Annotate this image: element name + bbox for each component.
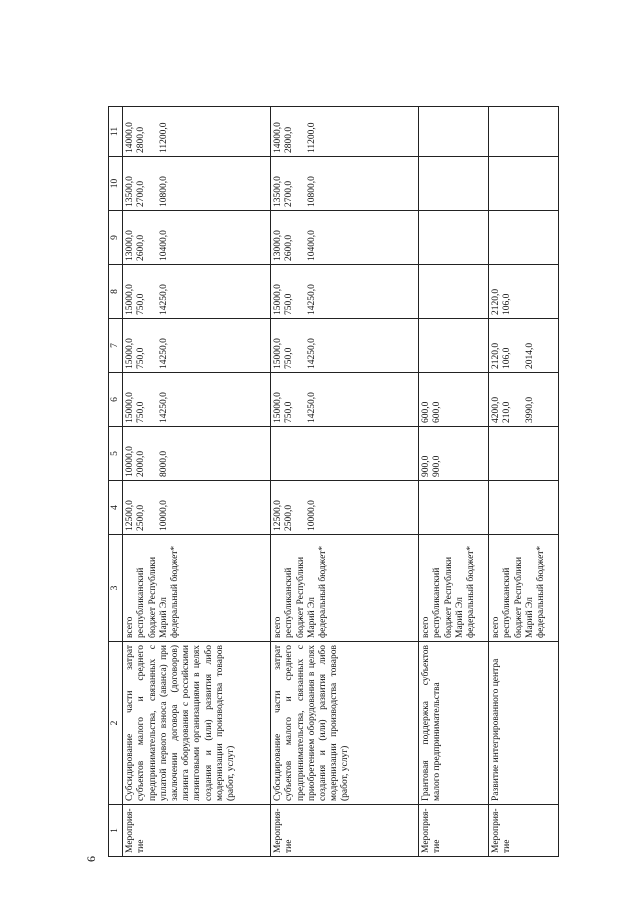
- value: 13500,0: [125, 176, 136, 207]
- funding-source-label: всего: [421, 616, 432, 638]
- value: [524, 110, 535, 153]
- value: [491, 160, 502, 207]
- column-header: 1: [109, 805, 123, 857]
- value-cell: [419, 373, 489, 427]
- value: 3990,0: [524, 396, 535, 423]
- value: [454, 110, 465, 153]
- value: [443, 484, 454, 531]
- value: [491, 430, 502, 477]
- value: 750,0: [136, 293, 147, 315]
- value: [455, 376, 466, 423]
- value-cell: [419, 319, 489, 373]
- value: 10800,0: [306, 176, 317, 207]
- value: 8000,0: [158, 450, 169, 477]
- value-cell: [419, 427, 489, 481]
- value: [148, 160, 159, 207]
- value: 750,0: [136, 401, 147, 423]
- value: 15000,0: [125, 338, 136, 369]
- value: [148, 430, 159, 477]
- value-cell: [123, 373, 271, 427]
- column-header: 10: [109, 157, 123, 211]
- value: [273, 430, 284, 477]
- value-cell: [489, 265, 559, 319]
- value-cell: [271, 107, 419, 157]
- value: 2000,0: [136, 450, 147, 477]
- row-type-cell: Мероприя- тие: [271, 805, 419, 857]
- value: [148, 268, 159, 315]
- row-type-cell: Мероприя- тие: [419, 805, 489, 857]
- value: [491, 110, 502, 153]
- value: [524, 484, 535, 531]
- funding-source-label: республиканский бюджет Республики Марий Эл: [136, 556, 169, 638]
- value-cell: [489, 211, 559, 265]
- value: [432, 214, 443, 261]
- value: [421, 322, 432, 369]
- funding-source-label: всего: [273, 616, 284, 638]
- value: [296, 484, 307, 531]
- value: [491, 484, 502, 531]
- measure-description: Субсидирование части затрат субъектов малого и среднего предпринимательства, связанных с уплатой первого взноса (аванса) при заключении договора (договоров) лизинга оборудования с российскими лизинговыми организациями в целях создания и (или) развития либо модернизации производства товаров (работ, услуг): [123, 642, 271, 805]
- value: [502, 484, 513, 531]
- funding-sources: [123, 535, 271, 642]
- value: 2800,0: [136, 126, 147, 153]
- value: [491, 214, 502, 261]
- value: [513, 484, 524, 531]
- value: 13000,0: [125, 230, 136, 261]
- value: 14250,0: [158, 338, 169, 369]
- budget-table: [108, 106, 559, 857]
- column-header: 4: [109, 481, 123, 535]
- value: 600,0: [421, 401, 432, 423]
- measure-description: Грантовая поддержка субъектов малого предпринимательства: [419, 642, 489, 805]
- value-cell: [419, 211, 489, 265]
- value-cell: [271, 157, 419, 211]
- value: 13000,0: [273, 230, 284, 261]
- funding-sources: [489, 535, 559, 642]
- value: [454, 484, 465, 531]
- value-cell: [271, 265, 419, 319]
- value: [513, 214, 524, 261]
- value: [421, 484, 432, 531]
- value: [444, 376, 455, 423]
- value: 2700,0: [136, 180, 147, 207]
- value: 600,0: [432, 401, 443, 423]
- value-cell: [489, 427, 559, 481]
- value: [524, 430, 535, 477]
- value: 2120,0: [491, 342, 502, 369]
- value: [513, 430, 524, 477]
- funding-source-label: республиканский бюджет Республики Марий Эл: [284, 556, 317, 638]
- value: [455, 430, 466, 477]
- funding-source-label: республиканский бюджет Республики Марий Эл: [502, 556, 535, 638]
- value: [443, 322, 454, 369]
- funding-source-label: федеральный бюджет*: [536, 545, 547, 638]
- value: 2014,0: [524, 342, 535, 369]
- value: 750,0: [284, 401, 295, 423]
- page-number: 6: [84, 856, 98, 862]
- funding-source-label: федеральный бюджет*: [318, 545, 329, 638]
- value: 12500,0: [273, 500, 284, 531]
- value: [148, 376, 159, 423]
- value: [284, 430, 295, 477]
- value: 106,0: [502, 293, 513, 315]
- column-header: 5: [109, 427, 123, 481]
- table-row: [419, 107, 489, 857]
- value: 106,0: [502, 347, 513, 369]
- measure-description: Развитие интегрированного центра: [489, 642, 559, 805]
- value: 14000,0: [125, 122, 136, 153]
- value: [454, 160, 465, 207]
- column-header: 6: [109, 373, 123, 427]
- column-header: 2: [109, 642, 123, 805]
- table-row: [489, 107, 559, 857]
- value: 14250,0: [306, 392, 317, 423]
- value: 900,0: [432, 455, 443, 477]
- value-cell: [489, 481, 559, 535]
- row-type-cell: Мероприя- тие: [123, 805, 271, 857]
- value: [502, 430, 513, 477]
- funding-source-label: всего: [125, 616, 136, 638]
- value: [295, 430, 306, 477]
- value: [514, 376, 525, 423]
- value: 15000,0: [125, 392, 136, 423]
- value: [514, 268, 525, 315]
- value: [296, 110, 307, 153]
- value: [296, 322, 307, 369]
- value: 10800,0: [158, 176, 169, 207]
- value-cell: [419, 481, 489, 535]
- value: [432, 322, 443, 369]
- value: 14250,0: [158, 392, 169, 423]
- value: [421, 110, 432, 153]
- table-body: [123, 107, 559, 857]
- value-cell: [271, 427, 419, 481]
- value: [306, 430, 317, 477]
- value: 900,0: [421, 455, 432, 477]
- value: [296, 160, 307, 207]
- header-row: [109, 107, 123, 857]
- value: [432, 110, 443, 153]
- value: [525, 268, 536, 315]
- funding-sources: [271, 535, 419, 642]
- value: [454, 214, 465, 261]
- value: [444, 430, 455, 477]
- value-cell: [123, 157, 271, 211]
- value: [421, 268, 432, 315]
- value: [524, 214, 535, 261]
- value: [432, 160, 443, 207]
- funding-source-label: федеральный бюджет*: [466, 545, 477, 638]
- value: [443, 110, 454, 153]
- value: [502, 214, 513, 261]
- value-cell: [419, 265, 489, 319]
- value-cell: [419, 107, 489, 157]
- value: 2120,0: [491, 288, 502, 315]
- table-row: [271, 107, 419, 857]
- value-cell: [123, 211, 271, 265]
- value: [148, 110, 159, 153]
- value: [148, 322, 159, 369]
- value: [296, 214, 307, 261]
- value: 10000,0: [306, 500, 317, 531]
- value: 210,0: [502, 401, 513, 423]
- value-cell: [419, 157, 489, 211]
- value: 750,0: [136, 347, 147, 369]
- value: [432, 484, 443, 531]
- value: 15000,0: [125, 284, 136, 315]
- column-header: 11: [109, 107, 123, 157]
- value: [432, 268, 443, 315]
- measure-description: Субсидирование части затрат субъектов малого и среднего предпринимательства, связанных с приобретением оборудования в целях создания и (или) развития либо модернизации производства товаров (работ, услуг): [271, 642, 419, 805]
- value: [454, 322, 465, 369]
- value: 2500,0: [136, 504, 147, 531]
- table-row: [123, 107, 271, 857]
- value: 13500,0: [273, 176, 284, 207]
- value-cell: [271, 211, 419, 265]
- column-header: 3: [109, 535, 123, 642]
- value: 2600,0: [136, 234, 147, 261]
- value-cell: [123, 319, 271, 373]
- value: [148, 214, 159, 261]
- value: [513, 110, 524, 153]
- value-cell: [123, 427, 271, 481]
- value: 750,0: [284, 347, 295, 369]
- value: 750,0: [284, 293, 295, 315]
- value: 2500,0: [284, 504, 295, 531]
- value: 2700,0: [284, 180, 295, 207]
- value: 12500,0: [125, 500, 136, 531]
- value-cell: [123, 265, 271, 319]
- value-cell: [271, 481, 419, 535]
- value: [513, 160, 524, 207]
- column-header: 8: [109, 265, 123, 319]
- value: 15000,0: [273, 338, 284, 369]
- value: 15000,0: [273, 392, 284, 423]
- funding-source-label: федеральный бюджет*: [170, 545, 181, 638]
- value: [296, 268, 307, 315]
- value: [524, 160, 535, 207]
- value-cell: [489, 107, 559, 157]
- value: 10000,0: [158, 500, 169, 531]
- value: [296, 376, 307, 423]
- value: 10400,0: [306, 230, 317, 261]
- funding-source-label: республиканский бюджет Республики Марий Эл: [432, 556, 465, 638]
- funding-source-label: всего: [491, 616, 502, 638]
- value: [443, 268, 454, 315]
- value-cell: [271, 319, 419, 373]
- value: [443, 214, 454, 261]
- value: 4200,0: [491, 396, 502, 423]
- value-cell: [489, 373, 559, 427]
- value-cell: [489, 157, 559, 211]
- value: 15000,0: [273, 284, 284, 315]
- funding-sources: [419, 535, 489, 642]
- value-cell: [271, 373, 419, 427]
- value: 14250,0: [306, 338, 317, 369]
- value: [443, 160, 454, 207]
- value: [454, 268, 465, 315]
- column-header: 7: [109, 319, 123, 373]
- value-cell: [123, 481, 271, 535]
- value: [421, 160, 432, 207]
- value: 10000,0: [125, 446, 136, 477]
- column-header: 9: [109, 211, 123, 265]
- row-type-cell: Мероприя- тие: [489, 805, 559, 857]
- value: [502, 110, 513, 153]
- value: [502, 160, 513, 207]
- value-cell: [489, 319, 559, 373]
- value: 14250,0: [158, 284, 169, 315]
- value: [421, 214, 432, 261]
- value: 2600,0: [284, 234, 295, 261]
- value: 11200,0: [306, 122, 317, 153]
- value: [148, 484, 159, 531]
- value: 10400,0: [158, 230, 169, 261]
- value: 14000,0: [273, 122, 284, 153]
- value: 11200,0: [158, 122, 169, 153]
- value-cell: [123, 107, 271, 157]
- value: [514, 322, 525, 369]
- value: 2800,0: [284, 126, 295, 153]
- value: 14250,0: [306, 284, 317, 315]
